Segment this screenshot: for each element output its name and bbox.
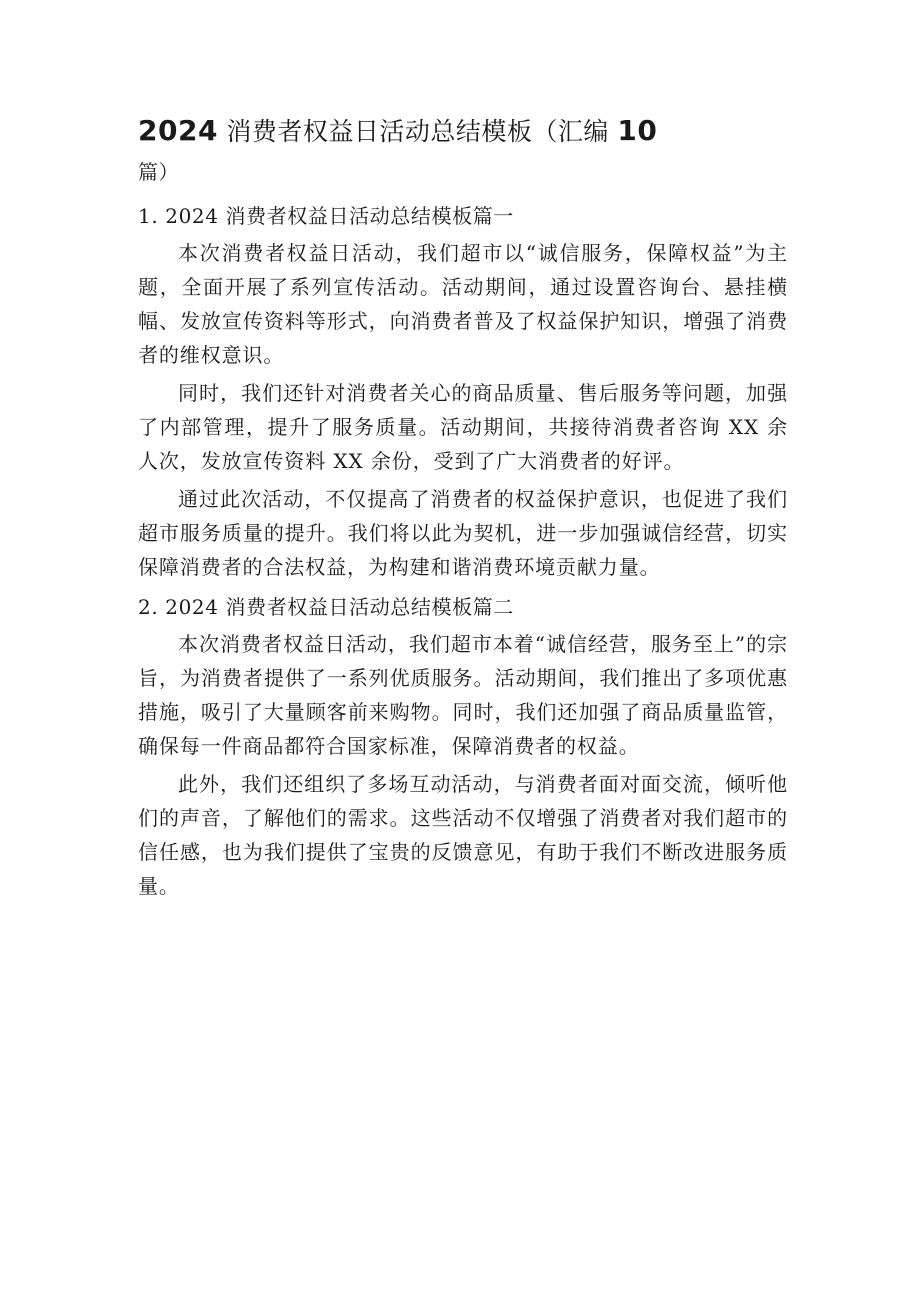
section-heading: 2. 2024 消费者权益日活动总结模板篇二 [138,595,514,619]
paragraph: 此外，我们还组织了多场互动活动，与消费者面对面交流，倾听他们的声音，了解他们的需求。这些活动不仅增强了消费者对我们超市的信任感，也为我们提供了宝贵的反馈意见，有助于我们不断改进服务质量。 [138,772,788,898]
section-1 [138,197,788,584]
section-heading: 1. 2024 消费者权益日活动总结模板篇一 [138,204,514,228]
title-continuation: 篇） [138,160,179,184]
section-2 [138,588,788,903]
document-title [138,110,788,193]
document-page [138,110,788,903]
title-count: 10 [617,114,658,147]
title-text: 消费者权益日活动总结模板（汇编 [226,117,609,146]
paragraph: 通过此次活动，不仅提高了消费者的权益保护意识，也促进了我们超市服务质量的提升。我们将以此为契机，进一步加强诚信经营，切实保障消费者的合法权益，为构建和谐消费环境贡献力量。 [138,487,788,579]
title-year: 2024 [138,114,218,147]
paragraph: 本次消费者权益日活动，我们超市以“诚信服务，保障权益”为主题，全面开展了系列宣传活动。活动期间，通过设置咨询台、悬挂横幅、发放宣传资料等形式，向消费者普及了权益保护知识，增强了消费者的维权意识。 [138,241,788,367]
paragraph: 本次消费者权益日活动，我们超市本着“诚信经营，服务至上”的宗旨，为消费者提供了一系列优质服务。活动期间，我们推出了多项优惠措施，吸引了大量顾客前来购物。同时，我们还加强了商品质量监管，确保每一件商品都符合国家标准，保障消费者的权益。 [138,632,788,758]
paragraph: 同时，我们还针对消费者关心的商品质量、售后服务等问题，加强了内部管理，提升了服务质量。活动期间，共接待消费者咨询 XX 余人次，发放宣传资料 XX 余份，受到了广大消费者的好评。 [138,381,788,473]
